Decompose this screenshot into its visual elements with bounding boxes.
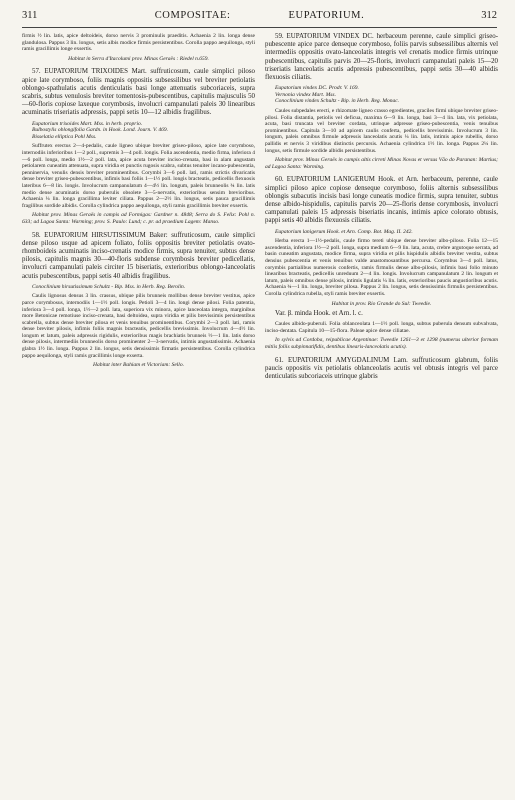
species-59-description: Caules subpedales erecti, e rhizomate ligneo crasso egredientes, graciles firmi ubique breviter griseo-pilosi. Folia distantia, petiolis vel deficua, maxima 6—9 lin. longa, basi 3—4 lin. lata, vix petiolata, acuta, basi truncata vel breviter cordata, utrinque adpresse griseo-pubescentia, venis tenuibus prominentibus. Capitula 3—10 ad apicem caulis conferta, pedicellis brevissimis. Involucrum 3 lin. longum, paleis omnibus firmule adpressis lanceolatis acutis ¼ lin. latis, intimis apice rubellis, dorso pallidis et nervis 3 viridibus distinctis percursis. Achaenia cylindrica 1½ lin. longa. Pappus 2¼ lin. longus, setis firmule sordide albidis persistentibus. <box>265 108 498 154</box>
running-title-family: COMPOSITAE: <box>154 10 231 21</box>
species-61-diagnosis: 61. EUPATORIUM AMYGDALINUM Lam. suffruticosum glabrum, foliis paucis oppositis vix petiolatis oblanceolatis acutis vel obtusis integris vel parce denticulatis subcoriaceis utrinque glabris <box>265 356 498 381</box>
habitat-line: Habitat inter Bahiam et Victoriam: Sello. <box>93 362 184 369</box>
synonym: Vernonia vindex Mart. Mss. <box>275 91 336 98</box>
synonym: Conoclinium vindex Schultz - Bip. in Herb. Reg. Monac. <box>275 98 400 105</box>
right-column <box>265 33 498 381</box>
paragraph: firmis ½ lin. latis, apice deltoideis, dorso nervis 3 prominulis praeditis. Achaenia 2 lin. longa dense glandulosa. Pappus 3 lin. longus, setis albis modice firmis persistentibus. Corolla pappo aequilonga, styli ramis gracillimis longe exsertis. <box>22 33 255 53</box>
habitat-line: In sylvis ad Cordoba, reipublicae Argentinae: Tweedie 1261—3 et 1298 (numerus ulterior formam mitiis foliis subpinnatifidis, dentibus linearis-lanceolatis acutis). <box>265 337 498 351</box>
page-number-left: 311 <box>22 10 38 21</box>
species-57-diagnosis: 57. EUPATORIUM TRIXOIDES Mart. suffruticosum, caule simplici piloso apice late corymboso, foliis magnis oppositis subsessilibus vel breviter petiolatis oblongo-spathulatis acutis denticulatis basi longe attenuatis subcoriaceis, supra scabris, subtus venulosis breviter tomentosis-pubescentibus, capitulis majusculis 50—60-floris copiose laxeque corymbosis, involucri campanulati paleis 30 linearibus acuminatis triseriatis adpressis, pappi setis 10—12 albidis fragilibus. <box>22 68 255 117</box>
left-column <box>22 33 255 369</box>
species-57-description: Suffrutex erectus 2—4-pedalis, caule ligneo ubique breviter griseo-piloso, apice late corymboso, internodiis inferioribus 1—2 poll., supremis 3—4 poll. longis. Folia ascendentia, medio firma, inferiora 4—6 poll. longa, medio 1½—2 poll. lata, apice acuta breviter inciso-crenata, basi in alam angustam petiolarem cuneatim attenuata, supra viridia et punctis rugosis scabra, subtus tenuiter incano-pubescentia, penninervia, venulis densis breviter prominentibus. Corymbi 3—6 poll. lati, ramis strictis divaricatis dense breviter griseo-pubescentibus, infimis basi foliis 1—1½ poll. longis bracteatis, pedicellis flexuosis lateribus 6—8 lin. longis. Involucrum campanulatum 4—4½ lin. longum, paleis brunneolis ¾ lin. latis medio dense acuminatis dorso puberulis obsolete 3—5-nervatis, exterioribus sensim brevioribus. Achaenia ¼ lin. longa gracillima leviter ciliata. Pappus 2—2½ lin. longus, setis pauca gracillimis fragilibus sordide albidis. Corolla cylindrica pappo aequilonga, styli ramis gracillimis breviter exsertis. <box>22 143 255 209</box>
synonym: Bulbostylis oblongifolia Gardn. in Hook. Lond. Journ. V. 469. <box>32 127 168 134</box>
species-58-diagnosis: 58. EUPATORIUM HIRSUTISSIMUM Baker: suffruticosum, caule simplici dense piloso usque ad apicem foliato, foliis oppositis breviter petiolatis ovato-rhomboideis acuminatis inciso-crenatis modice firmis, supra tenuiter, subtus dense pilosis, capitulis magnis 30—40-floris subdense corymbosis breviter pedicellatis, involucri campanulati paleis circiter 15 biseriatis, exterioribus oblongo-lanceolatis acutis pubescentibus, pappi setis 40 albidis fragilibus. <box>22 231 255 280</box>
synonym: Bisselatia elliptica Pohl Mss. <box>32 133 97 140</box>
header-rule <box>22 27 497 28</box>
variety-description: Caules albido-puberuli. Folia oblanceolata 1—1½ poll. longa, subtus puberula densum subvalvata, inciso-dentata. Capitula 10—15-flora. Paleae apice dense ciliatae. <box>265 321 498 334</box>
habitat-line: Habitat prov. Minas Geraës in campis ad Formigas: Gardner n. 4848; Serra do S. Felix: Pohl n. 633; ad Lagoa Santa: Warming; prov. S. Paulo: Lund; c. pr. ad praedium Lagem: Manso. <box>22 212 255 225</box>
running-header <box>22 10 497 24</box>
running-title <box>22 10 497 21</box>
running-title-genus: EUPATORIUM. <box>288 10 365 21</box>
synonym: Eupatorium vindex DC. Prodr. V. 169. <box>275 85 359 92</box>
synonym: Conoclinium hirsutissimum Schultz - Bip. Mss. in Herb. Reg. Berolin. <box>32 283 186 290</box>
variety-heading: Var. β. minda Hook. et Arn. l. c. <box>275 310 363 318</box>
species-60-diagnosis: 60. EUPATORIUM LANIGERUM Hook. et Arn. herbaceum, perenne, caule simplici piloso apice copiose denseque corymboso, foliis alternis subsessilibus oblongis subacutis incisis basi longe cuneatis modice firmis, supra tenuiter, subtus dense albido-hispidulis, capitulis parvis 20—25-floris dense corymbosis, involucri campanulati paleis 15 adpressis biseriatis incanis, intimis apice colorato obtusis, pappi setis 40 albidis flexuosis ciliatis. <box>265 176 498 225</box>
species-58-description: Caulis lignosus densus 3 lin. crassus, ubique pilis brunneis mollibus dense breviter vestitus, apice parce corymbosus, internodiis 1—1½ poll. longis. Petioli 3—4 lin. longi dense pilosi. Folia patentia, inferiora 3—4 poll. longa, 1½—2 poll. lata, superiora vix minora, apice lanceolata integra, marginibus more Betonicae remotiuse inciso-crenata, basi deltoidea, supra viridia et pilis brevissimis persistentibus scabrella, subtus dense breviter pilosa et venis tenuibus prominentibus. Corymbi 2—3 poll. lati, ramis dense breviter pilosis, infimis foliis magnis bracteatis, pedicellis brevissimis. Involucrum 4—4½ lin. longum et latum, paleis adpressis rigidulis, exterioribus magis brachiatis brunneis ½—1 lin. latis dorso dense pilosis, intermediis brunneolis dorso prominenter 2—3-nervatis, intimis angustatissimis. Achaenia glabra 1½ lin. longa. Pappus 2 lin. longus, setis densissimis firmatis persistentibus. Corolla cylindrica pappo aequilonga, styli ramis gracillimis longe exserta. <box>22 293 255 359</box>
habitat-line: Habitat prov. Minas Geraës in campis altis cirreti Minas Novas et versus Vão do Paranan: Martius; ad Lagoa Santa: Warming. <box>265 157 498 170</box>
synonym: Eupatorium trixoides Mart. Mss. in herb. proprio. <box>32 120 143 127</box>
species-59-diagnosis: 59. EUPATORIUM VINDEX DC. herbaceum perenne, caule simplici griseo-pubescente apice parce denseque corymboso, foliis parvis subsessilibus alternis vel intermediis oppositis ovato-lanceolatis integris vel crenatis modice firmis utrinque pubescentibus, capitulis parvis 20—25-floris, involucri campanulati paleis 15—20 triseriatis lanceolatis acutis adpressis pubescentibus, pappi setis 30—40 albidis flexuosis ciliatis. <box>265 33 498 82</box>
synonym: Eupatorium lanigerum Hook. et Arn. Comp. Bot. Mag. II. 242. <box>275 228 413 235</box>
habitat-line: Habitat in prov. Rio Grande do Sul: Tweedie. <box>331 300 432 307</box>
page-number-right: 312 <box>481 10 497 21</box>
species-60-description: Herba erecta 1—1½-pedalis, caule firmo tereti ubique dense breviter albo-piloso. Folia 12—15 ascendentia, inferiora 1½—2 poll. longa, supra medium 6—9 lin. lata, acuta, crebre argutoque serrata, ad basin cuneatim angustata, modice firma, supra viridia et pilis hispidulis albidis breviter vestita, subtus densius pubescentia et venis tenuibus valde anastomosantibus percursa. Corymbus 3—4 poll. latus, corymbis partialibus numerosis confertis, ramis firmulis dense albo-pilosis, infimis basi folio minuto linearibus bracteatis, pedicellis unreduum 2—4 lin. longis. Involucrum campanulatum 2 lin. longum et latum, paleis omnibus dense pilosis, intimis ligulatis ¼ lin. latis, exterioribus paucis angustioribus acutis. Achaenia ¾—1 lin. longa, breviter pilosa. Pappus 2 lin. longus, setis densissimis firmulis persistentibus. Corolla cylindrica rubella, styli ramis breviter exsertis. <box>265 238 498 297</box>
habitat-line: Habitat in Serra d'Itacolumi prov. Minas Geraës : Riedel n.659. <box>68 55 209 62</box>
